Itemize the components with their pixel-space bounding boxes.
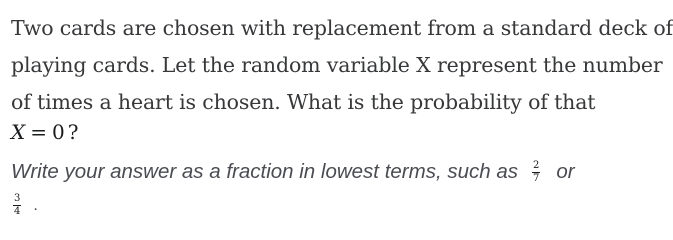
question-line-2: playing cards. Let the random variable X represent the number xyxy=(11,53,663,77)
math-expression xyxy=(11,120,78,152)
example-fraction-two-sevenths xyxy=(532,161,540,184)
answer-instruction xyxy=(11,156,575,188)
example-fraction-three-quarters xyxy=(13,194,21,217)
question-mark: ? xyxy=(67,120,79,144)
fraction-numerator: 3 xyxy=(14,193,21,204)
instruction-period: . xyxy=(33,196,38,214)
fraction-denominator: 7 xyxy=(533,172,540,184)
question-text xyxy=(11,10,673,121)
math-value: 0 xyxy=(52,120,65,144)
question-line-3: of times a heart is chosen. What is the probability of that xyxy=(11,90,596,114)
instruction-text: Write your answer as a fraction in lowest terms, such as xyxy=(11,160,518,183)
fraction-numerator: 2 xyxy=(533,159,540,171)
fraction-denominator: 4 xyxy=(14,206,21,217)
second-example-row xyxy=(13,194,38,217)
math-operator: = xyxy=(30,120,48,144)
question-line-1: Two cards are chosen with replacement from a standard deck of xyxy=(11,16,673,40)
math-variable: X xyxy=(11,120,26,144)
instruction-or-text: or xyxy=(556,160,575,183)
